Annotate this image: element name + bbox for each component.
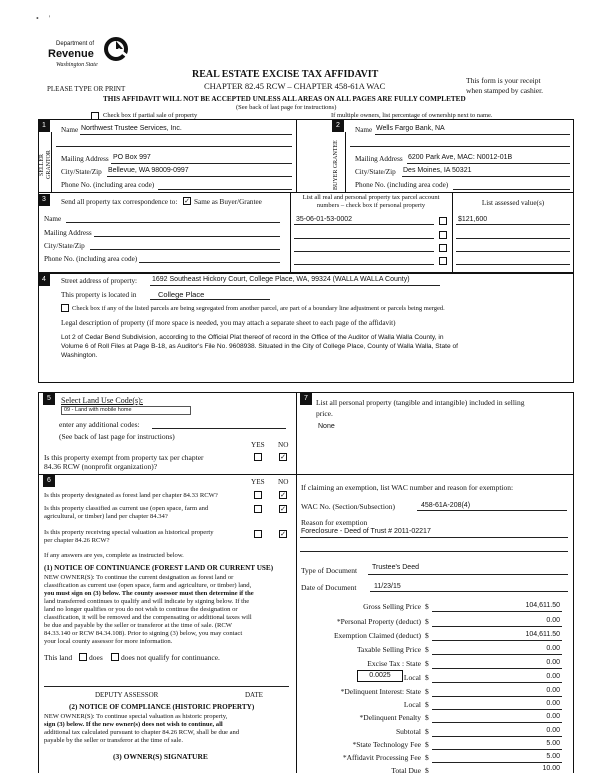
doc-type[interactable]: Trustee's Deed bbox=[372, 564, 419, 571]
personal-property-value[interactable]: None bbox=[318, 423, 335, 430]
land-use-code[interactable]: 09 - Land with mobile home bbox=[61, 406, 191, 415]
tax-dollar-interest-local: $ bbox=[425, 700, 429, 709]
see-back-note: (See back of last page for instructions) bbox=[59, 432, 175, 441]
notice-2-line-3: additional tax calculated pursuant to chapter 84.26 RCW, shall be due and bbox=[44, 729, 240, 736]
tax-value-subtotal[interactable]: 0.00 bbox=[546, 727, 560, 734]
personal-property-checkbox-3[interactable] bbox=[439, 244, 447, 252]
agency-line3: Washington State bbox=[56, 62, 98, 68]
land-does-not-checkbox[interactable] bbox=[111, 653, 119, 661]
tax-value-processing[interactable]: 5.00 bbox=[546, 753, 560, 760]
tax-dollar-penalty: $ bbox=[425, 713, 429, 722]
segregated-checkbox[interactable] bbox=[61, 304, 69, 312]
tax-label-excise-local: Local bbox=[403, 673, 421, 682]
located-in-label: This property is located in bbox=[61, 291, 137, 299]
forest-land-question: Is this property designated as forest land per chapter 84.33 RCW? bbox=[44, 492, 218, 499]
additional-codes-label: enter any additional codes: bbox=[59, 420, 140, 429]
buyer-phone-label: Phone No. (including area code) bbox=[355, 181, 449, 189]
buyer-name[interactable]: Wells Fargo Bank, NA bbox=[376, 125, 445, 132]
personal-property-label-2: price. bbox=[316, 409, 333, 418]
tax-value-excise-state[interactable]: 0.00 bbox=[546, 659, 560, 666]
form-instructions: (See back of last page for instructions) bbox=[236, 104, 337, 111]
exempt-yes-checkbox[interactable] bbox=[254, 453, 262, 461]
land-use-title: Select Land Use Code(s): bbox=[61, 396, 143, 405]
agency-line1: Department of bbox=[56, 41, 95, 47]
receipt-note-1: This form is your receipt bbox=[466, 76, 541, 85]
same-as-buyer-label: Same as Buyer/Grantee bbox=[194, 198, 262, 206]
if-any-yes-note: If any answers are yes, complete as instructed below. bbox=[44, 552, 184, 559]
tax-value-exemption[interactable]: 104,611.50 bbox=[525, 631, 560, 638]
tax-label-gross: Gross Selling Price bbox=[363, 602, 421, 611]
notice-1-line-2: classification as current use (open space, farm and agriculture, or timber) land, bbox=[44, 582, 252, 589]
buyer-mailing-label: Mailing Address bbox=[355, 155, 403, 163]
sec5-yes-header: YES bbox=[251, 441, 265, 449]
located-in[interactable]: College Place bbox=[158, 290, 205, 299]
assessed-values-header: List assessed value(s) bbox=[481, 199, 545, 207]
doc-type-label: Type of Document bbox=[301, 566, 358, 575]
sec3-city-label: City/State/Zip bbox=[44, 242, 85, 250]
current-use-no-checkbox[interactable]: ✓ bbox=[280, 505, 286, 513]
tax-dollar-subtotal: $ bbox=[425, 727, 429, 736]
form-warning: THIS AFFIDAVIT WILL NOT BE ACCEPTED UNLESS ALL AREAS ON ALL PAGES ARE FULLY COMPLETED bbox=[103, 95, 466, 103]
section-4-number: 4 bbox=[38, 274, 50, 286]
exemption-label: If claiming an exemption, list WAC number and reason for exemption: bbox=[301, 483, 514, 492]
deputy-assessor-label: DEPUTY ASSESSOR bbox=[95, 691, 159, 699]
seller-mailing[interactable]: PO Box 997 bbox=[113, 154, 151, 161]
buyer-city[interactable]: Des Moines, IA 50321 bbox=[403, 167, 472, 174]
tax-label-exemption: Exemption Claimed (deduct) bbox=[333, 631, 421, 640]
notice-1-line-7: be due and payable by the seller or transferor at the time of sale. (RCW bbox=[44, 622, 233, 629]
tax-value-personal[interactable]: 0.00 bbox=[546, 617, 560, 624]
forest-yes-checkbox[interactable] bbox=[254, 491, 262, 499]
legal-description-line-1: Lot 2 of Cedar Bend Subdivision, according to the Official Plat thereof of record in the Office of the Auditor of Walla Walla County, in bbox=[61, 334, 444, 341]
buyer-name-label: Name bbox=[355, 126, 373, 134]
exempt-question-1: Is this property exempt from property tax per chapter bbox=[44, 453, 204, 462]
notice-2-line-4: payable by the seller or transferor at the time of sale. bbox=[44, 737, 183, 744]
buyer-mailing[interactable]: 6200 Park Ave, MAC: N0012-01B bbox=[408, 154, 513, 161]
notice-1-line-9: your local county assessor for more information. bbox=[44, 638, 173, 645]
legal-description-label: Legal description of property (if more space is needed, you may attach a separate sheet to each page of the affidavit) bbox=[61, 319, 396, 327]
tax-dollar-total: $ bbox=[425, 766, 429, 773]
exempt-question-2: 84.36 RCW (nonprofit organization)? bbox=[44, 462, 158, 471]
notice-1-line-5: land no longer qualifies or you do not wish to continue the designation or bbox=[44, 606, 238, 613]
tax-label-technology: *State Technology Fee bbox=[352, 740, 421, 749]
assessed-value[interactable]: $121,600 bbox=[458, 216, 488, 223]
section-7-number: 7 bbox=[300, 393, 312, 405]
tax-label-excise-state: Excise Tax : State bbox=[367, 659, 421, 668]
current-use-yes-checkbox[interactable] bbox=[254, 505, 262, 513]
legal-description-line-2: Volume 6 of Roll Files at Page B-18, as Auditor's File No. 9608938. Situated in the City of College Place, County of Walla Walla, State of bbox=[61, 343, 458, 350]
notice-1-line-1: NEW OWNER(S): To continue the current designation as forest land or bbox=[44, 574, 234, 581]
tax-label-penalty: *Delinquent Penalty bbox=[359, 713, 421, 722]
personal-property-checkbox-2[interactable] bbox=[439, 231, 447, 239]
deputy-date-label: DATE bbox=[245, 691, 263, 699]
agency-line2: Revenue bbox=[48, 48, 94, 60]
tax-label-total: Total Due bbox=[391, 766, 421, 773]
current-use-question-1: Is this property classified as current use (open space, farm and bbox=[44, 505, 209, 512]
tax-dollar-gross: $ bbox=[425, 602, 429, 611]
seller-phone-label: Phone No. (including area code) bbox=[61, 181, 155, 189]
section-3-number: 3 bbox=[38, 194, 50, 206]
section-5-number: 5 bbox=[43, 393, 55, 405]
historic-question-2: per chapter 84.26 RCW? bbox=[44, 537, 110, 544]
land-does-not-label: does not qualify for continuance. bbox=[121, 653, 220, 662]
owner-signature-title: (3) OWNER(S) SIGNATURE bbox=[113, 752, 208, 761]
notice-1-line-4: land transferred continues to qualify and will indicate by signing below. If the bbox=[44, 598, 250, 605]
sec3-mailing-label: Mailing Address bbox=[44, 229, 92, 237]
tax-value-gross[interactable]: 104,611.50 bbox=[525, 602, 560, 609]
sec6-no-header: NO bbox=[278, 478, 289, 486]
street-address[interactable]: 1692 Southeast Hickory Court, College Place, WA, 99324 (WALLA WALLA County) bbox=[152, 276, 410, 283]
seller-grantor-label: SELLER GRANTOR bbox=[39, 150, 52, 180]
section-4-box bbox=[38, 273, 574, 383]
tax-dollar-taxable: $ bbox=[425, 645, 429, 654]
seller-city-label: City/State/Zip bbox=[61, 168, 102, 176]
personal-property-label-1: List all personal property (tangible and intangible) included in selling bbox=[316, 398, 525, 407]
land-does-label: does bbox=[89, 653, 103, 662]
tax-dollar-excise-state: $ bbox=[425, 659, 429, 668]
historic-question-1: Is this property receiving special valuation as historical property bbox=[44, 529, 214, 536]
notice-2-title: (2) NOTICE OF COMPLIANCE (HISTORIC PROPERTY) bbox=[69, 703, 255, 711]
sec6-yes-header: YES bbox=[251, 478, 265, 486]
seller-name-label: Name bbox=[61, 126, 79, 134]
doc-date-label: Date of Document bbox=[301, 583, 357, 592]
historic-no-checkbox[interactable]: ✓ bbox=[280, 530, 286, 538]
tax-dollar-excise-local: $ bbox=[425, 673, 429, 682]
notice-2-line-2: sign (3) below. If the new owner(s) does not wish to continue, all bbox=[44, 721, 223, 728]
form-chapter: CHAPTER 82.45 RCW – CHAPTER 458-61A WAC bbox=[204, 81, 386, 91]
doc-date[interactable]: 11/23/15 bbox=[374, 583, 401, 590]
segregated-label: Check box if any of the listed parcels are being segregated from another parcel, are part of a boundary line adjustment or parcels being merged. bbox=[72, 305, 445, 312]
tax-value-taxable[interactable]: 0.00 bbox=[546, 645, 560, 652]
tax-dollar-exemption: $ bbox=[425, 631, 429, 640]
land-does-checkbox[interactable] bbox=[79, 653, 87, 661]
notice-1-line-6: classification, it will be removed and the compensating or additional taxes will bbox=[44, 614, 252, 621]
section-2-number: 2 bbox=[332, 120, 344, 132]
sec3-name-label: Name bbox=[44, 215, 62, 223]
personal-property-checkbox-1[interactable] bbox=[439, 217, 447, 225]
tax-value-interest-state[interactable]: 0.00 bbox=[546, 687, 560, 694]
scan-mark: • ' bbox=[36, 14, 51, 23]
tax-value-total[interactable]: 10.00 bbox=[542, 765, 560, 772]
tax-dollar-personal: $ bbox=[425, 617, 429, 626]
forest-no-checkbox[interactable]: ✓ bbox=[280, 491, 286, 499]
seller-name[interactable]: Northwest Trustee Services, Inc. bbox=[81, 125, 182, 132]
multiple-owners-note: If multiple owners, list percentage of ownership next to name. bbox=[331, 112, 493, 119]
sec5-no-header: NO bbox=[278, 441, 289, 449]
buyer-grantee-label: BUYER GRANTEE bbox=[333, 140, 339, 190]
print-note: PLEASE TYPE OR PRINT bbox=[47, 85, 126, 93]
notice-1-line-3: you must sign on (3) below. The county assessor must then determine if the bbox=[44, 590, 254, 597]
tax-label-subtotal: Subtotal bbox=[395, 727, 421, 736]
seller-city[interactable]: Bellevue, WA 98009-0997 bbox=[108, 167, 189, 174]
tax-value-technology[interactable]: 5.00 bbox=[546, 740, 560, 747]
exemption-reason[interactable]: Foreclosure - Deed of Trust # 2011-02217 bbox=[301, 528, 431, 535]
tax-label-interest-state: *Delinquent Interest: State bbox=[340, 687, 421, 696]
reason-label: Reason for exemption bbox=[301, 518, 368, 527]
form-title: REAL ESTATE EXCISE TAX AFFIDAVIT bbox=[192, 69, 379, 80]
street-address-label: Street address of property: bbox=[61, 277, 138, 285]
notice-2-line-1: NEW OWNER(S): To continue special valuation as historic property, bbox=[44, 713, 228, 720]
wac-label: WAC No. (Section/Subsection) bbox=[301, 502, 395, 511]
tax-label-interest-local: Local bbox=[403, 700, 421, 709]
tax-dollar-technology: $ bbox=[425, 740, 429, 749]
personal-property-checkbox-4[interactable] bbox=[439, 257, 447, 265]
wac-number[interactable]: 458-61A-208(4) bbox=[421, 502, 471, 509]
local-rate-box[interactable]: 0.0025 bbox=[357, 670, 403, 682]
legal-description-line-3: Washington. bbox=[61, 352, 98, 359]
send-correspondence-label: Send all property tax correspondence to: bbox=[61, 198, 178, 206]
parcel-number[interactable]: 35-06-01-53-0002 bbox=[296, 216, 353, 223]
tax-value-penalty[interactable]: 0.00 bbox=[546, 713, 560, 720]
same-as-buyer-checkbox[interactable]: ✓ bbox=[184, 197, 190, 205]
partial-sale-label: Check box if partial sale of property bbox=[103, 112, 198, 119]
notice-1-line-8: 84.33.140 or RCW 84.34.108). Prior to signing (3) below, you may contact bbox=[44, 630, 243, 637]
buyer-city-label: City/State/Zip bbox=[355, 168, 396, 176]
dor-logo-icon bbox=[103, 36, 129, 62]
tax-label-personal: *Personal Property (deduct) bbox=[336, 617, 421, 626]
tax-value-excise-local[interactable]: 0.00 bbox=[546, 673, 560, 680]
notice-1-title: (1) NOTICE OF CONTINUANCE (FOREST LAND OR CURRENT USE) bbox=[44, 564, 274, 572]
tax-value-interest-local[interactable]: 0.00 bbox=[546, 700, 560, 707]
section-1-number: 1 bbox=[38, 120, 50, 132]
parcel-accounts-header: List all real and personal property tax parcel account numbers – check box if personal property bbox=[302, 194, 440, 209]
current-use-question-2: agricultural, or timber) land per chapter 84.34? bbox=[44, 513, 168, 520]
seller-mailing-label: Mailing Address bbox=[61, 155, 109, 163]
sec3-phone-label: Phone No. (including area code) bbox=[44, 255, 138, 263]
tax-label-processing: *Affidavit Processing Fee bbox=[342, 753, 421, 762]
exempt-no-checkbox[interactable]: ✓ bbox=[280, 453, 286, 461]
tax-label-taxable: Taxable Selling Price bbox=[356, 645, 421, 654]
historic-yes-checkbox[interactable] bbox=[254, 530, 262, 538]
tax-dollar-interest-state: $ bbox=[425, 687, 429, 696]
this-land-label: This land bbox=[44, 653, 73, 662]
receipt-note-2: when stamped by cashier. bbox=[466, 86, 544, 95]
tax-dollar-processing: $ bbox=[425, 753, 429, 762]
section-6-number: 6 bbox=[43, 475, 55, 487]
